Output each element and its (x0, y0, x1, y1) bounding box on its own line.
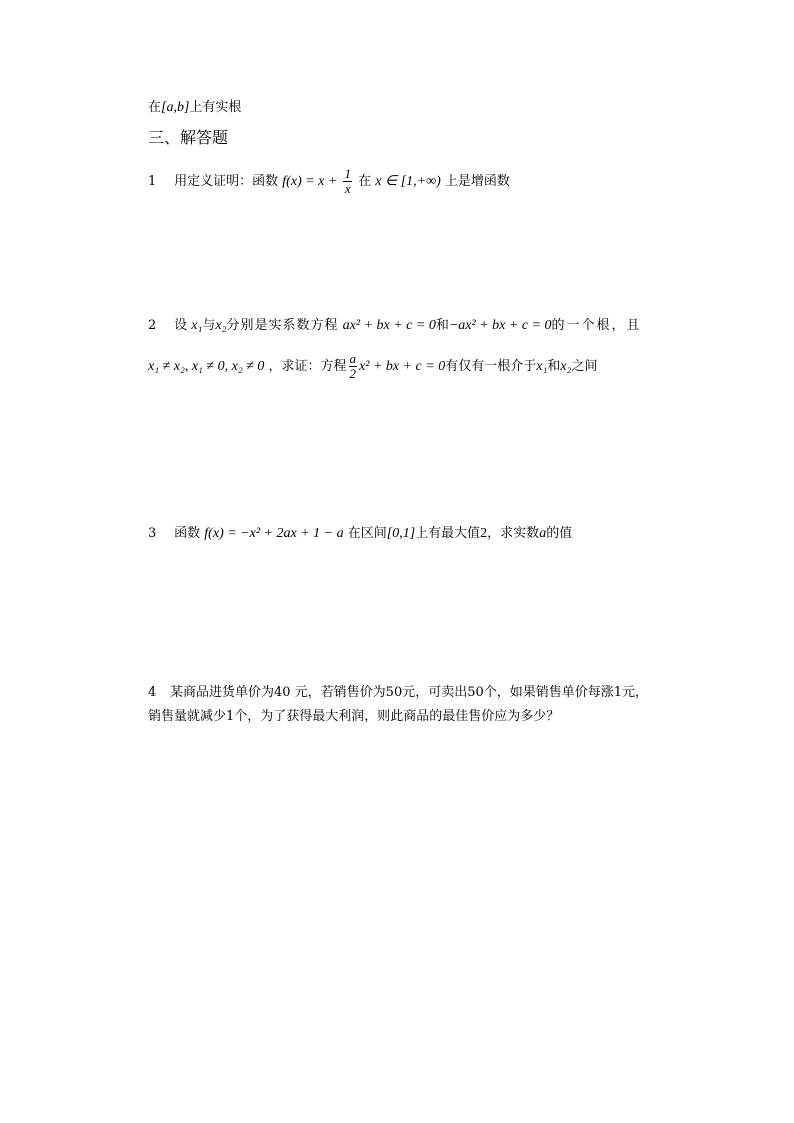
problem-text: 用定义证明：函数 (174, 174, 279, 189)
problem-text: 的一个根，且 (551, 318, 642, 333)
fraction (349, 352, 358, 381)
problem-4-line-2 (148, 709, 559, 725)
interval-expression: [0,1] (386, 526, 416, 541)
variable-x1: x₁ (536, 359, 548, 374)
problem-number: 2 (148, 318, 157, 333)
variable-a: a (539, 526, 547, 541)
section-title: 三、解答题 (148, 128, 229, 147)
problem-text: 有仅有一根介于 (445, 359, 537, 374)
problem-text: ，求实数 (487, 526, 540, 541)
domain-expression: x ∈ [1,+∞) (375, 174, 441, 189)
problem-2-line-1 (148, 318, 642, 334)
problem-text: 上是增函数 (444, 174, 510, 189)
equation-2: −ax² + bx + c = 0 (448, 318, 552, 333)
equation-1: ax² + bx + c = 0 (342, 318, 436, 333)
problem-text: 和 (547, 359, 561, 374)
problem-number: 4 (148, 685, 157, 700)
problem-text: 和 (435, 318, 449, 333)
problem-text: 在 (358, 174, 372, 189)
problem-text: 与 (202, 318, 216, 333)
problem-text: 在区间 (347, 526, 387, 541)
problem-number: 3 (148, 526, 157, 541)
problem-4-line-1 (148, 685, 648, 701)
intro-interval: [a,b] (161, 100, 190, 115)
problem-text: 上有最大值 (415, 526, 481, 541)
problem-text: 的值 (546, 526, 573, 541)
variable-x1: x₁ (191, 318, 203, 333)
fraction (343, 167, 352, 196)
function-expression: f(x) = x + (282, 174, 338, 189)
equation-3: x² + bx + c = 0 (359, 359, 446, 374)
fraction-numerator: 1 (344, 166, 351, 181)
problem-1 (148, 167, 510, 197)
problem-text: 分别是实系数方程 (226, 318, 339, 333)
variable-x2: x₂ (560, 359, 572, 374)
intro-prefix: 在 (148, 100, 162, 115)
variable-x2: x₂ (215, 318, 227, 333)
fraction-numerator: a (349, 351, 357, 366)
condition-expression: x₁ ≠ x₂, x₁ ≠ 0, x₂ ≠ 0 (148, 359, 265, 374)
problem-text: 函数 (174, 526, 201, 541)
problem-text: ，求证：方程 (268, 359, 347, 374)
function-expression: f(x) = −x² + 2ax + 1 − a (204, 526, 344, 541)
intro-line (148, 100, 241, 116)
fraction-denominator: x (344, 181, 351, 196)
problem-text: 之间 (571, 359, 598, 374)
problem-text: 某商品进货单价为40 元，若销售价为50元，可卖出50个，如果销售单价每涨1元， (170, 685, 649, 700)
max-value: 2 (480, 526, 488, 541)
problem-text: 销售量就减少1个，为了获得最大利润，则此商品的最佳售价应为多少？ (148, 709, 560, 724)
problem-2-line-2 (148, 352, 597, 382)
problem-text: 设 (174, 318, 188, 333)
fraction-denominator: 2 (349, 366, 357, 381)
problem-number: 1 (148, 174, 157, 189)
intro-suffix: 上有实根 (189, 100, 242, 115)
problem-3 (148, 526, 572, 542)
